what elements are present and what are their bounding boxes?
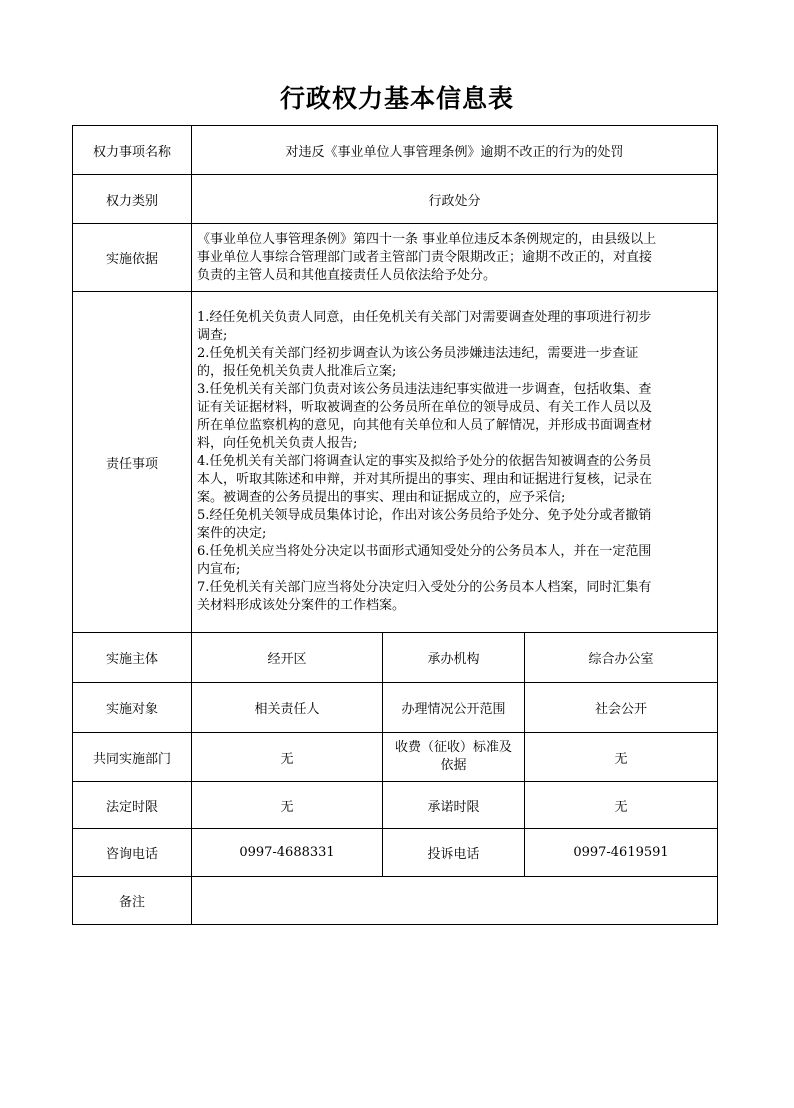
label-duties: 责任事项 (73, 292, 192, 633)
duty-line: 6.任免机关应当将处分决定以书面形式通知受处分的公务员本人，并在一定范围 (197, 544, 652, 559)
value-basis (192, 224, 718, 292)
label-promised-deadline: 承诺时限 (383, 782, 525, 829)
value-subject: 经开区 (192, 633, 383, 683)
label-target: 实施对象 (73, 683, 192, 733)
duty-line: 2.任免机关有关部门经初步调查认为该公务员涉嫌违法违纪，需要进一步查证 (197, 346, 639, 361)
info-table (72, 125, 718, 925)
value-consult-phone: 0997-4688331 (192, 829, 383, 877)
duty-line: 案。被调查的公务员提出的事实、理由和证据成立的，应予采信; (197, 490, 566, 505)
duty-line: 3.任免机关有关部门负责对该公务员违法违纪事实做进一步调查，包括收集、查 (197, 382, 652, 397)
label-basis: 实施依据 (73, 224, 192, 292)
row-power-name (73, 126, 718, 175)
row-phone (73, 829, 718, 877)
value-joint-department: 无 (192, 733, 383, 782)
duty-line: 本人，听取其陈述和申辩，并对其所提出的事实、理由和证据进行复核，记录在 (197, 472, 653, 487)
fee-standard-line: 收费（征收）标准及 (394, 740, 512, 755)
row-joint-department (73, 733, 718, 782)
label-fee-standard (383, 733, 525, 782)
basis-line: 负责的主管人员和其他直接责任人员依法给予处分。 (197, 267, 497, 283)
duty-line: 5.经任免机关领导成员集体讨论，作出对该公务员给予处分、免予处分或者撤销 (197, 508, 652, 523)
duty-line: 证有关证据材料，听取被调查的公务员所在单位的领导成员、有关工作人员以及 (197, 400, 653, 415)
value-handling-agency: 综合办公室 (525, 633, 718, 683)
value-duties (192, 292, 718, 633)
label-disclosure-scope: 办理情况公开范围 (383, 683, 525, 733)
duty-line: 案件的决定; (197, 526, 267, 541)
row-deadline (73, 782, 718, 829)
basis-line: 《事业单位人事管理条例》第四十一条 事业单位违反本条例规定的，由县级以上 (197, 231, 657, 247)
label-legal-deadline: 法定时限 (73, 782, 192, 829)
label-power-category: 权力类别 (73, 175, 192, 224)
basis-line: 事业单位人事综合管理部门或者主管部门责令限期改正；逾期不改正的，对直接 (197, 249, 653, 265)
row-remark (73, 877, 718, 925)
duty-line: 内宣布; (197, 562, 241, 577)
value-legal-deadline: 无 (192, 782, 383, 829)
value-power-name: 对违反《事业单位人事管理条例》逾期不改正的行为的处罚 (192, 126, 718, 175)
row-target (73, 683, 718, 733)
row-power-category (73, 175, 718, 224)
value-fee-standard: 无 (525, 733, 718, 782)
label-complaint-phone: 投诉电话 (383, 829, 525, 877)
label-power-name: 权力事项名称 (73, 126, 192, 175)
fee-standard-line: 依据 (440, 758, 467, 773)
row-subject (73, 633, 718, 683)
value-target: 相关责任人 (192, 683, 383, 733)
value-complaint-phone: 0997-4619591 (525, 829, 718, 877)
value-power-category: 行政处分 (192, 175, 718, 224)
duty-line: 关材料形成该处分案件的工作档案。 (197, 598, 406, 613)
page-title: 行政权力基本信息表 (279, 84, 514, 113)
duty-line: 所在单位监察机构的意见，向其他有关单位和人员了解情况，并形成书面调查材 (197, 418, 653, 433)
label-consult-phone: 咨询电话 (73, 829, 192, 877)
value-disclosure-scope: 社会公开 (525, 683, 718, 733)
value-remark (192, 877, 718, 925)
label-joint-department: 共同实施部门 (73, 733, 192, 782)
duty-line: 4.任免机关有关部门将调查认定的事实及拟给予处分的依据告知被调查的公务员 (197, 454, 652, 469)
label-handling-agency: 承办机构 (383, 633, 525, 683)
duty-line: 调查; (197, 328, 228, 343)
duty-line: 1.经任免机关负责人同意，由任免机关有关部门对需要调查处理的事项进行初步 (197, 310, 652, 325)
label-subject: 实施主体 (73, 633, 192, 683)
duty-line: 料，向任免机关负责人报告; (197, 436, 358, 451)
row-duties (73, 292, 718, 633)
duty-line: 7.任免机关有关部门应当将处分决定归入受处分的公务员本人档案，同时汇集有 (197, 580, 652, 595)
label-remark: 备注 (73, 877, 192, 925)
value-promised-deadline: 无 (525, 782, 718, 829)
row-basis (73, 224, 718, 292)
duty-line: 的，报任免机关负责人批准后立案; (197, 364, 397, 379)
